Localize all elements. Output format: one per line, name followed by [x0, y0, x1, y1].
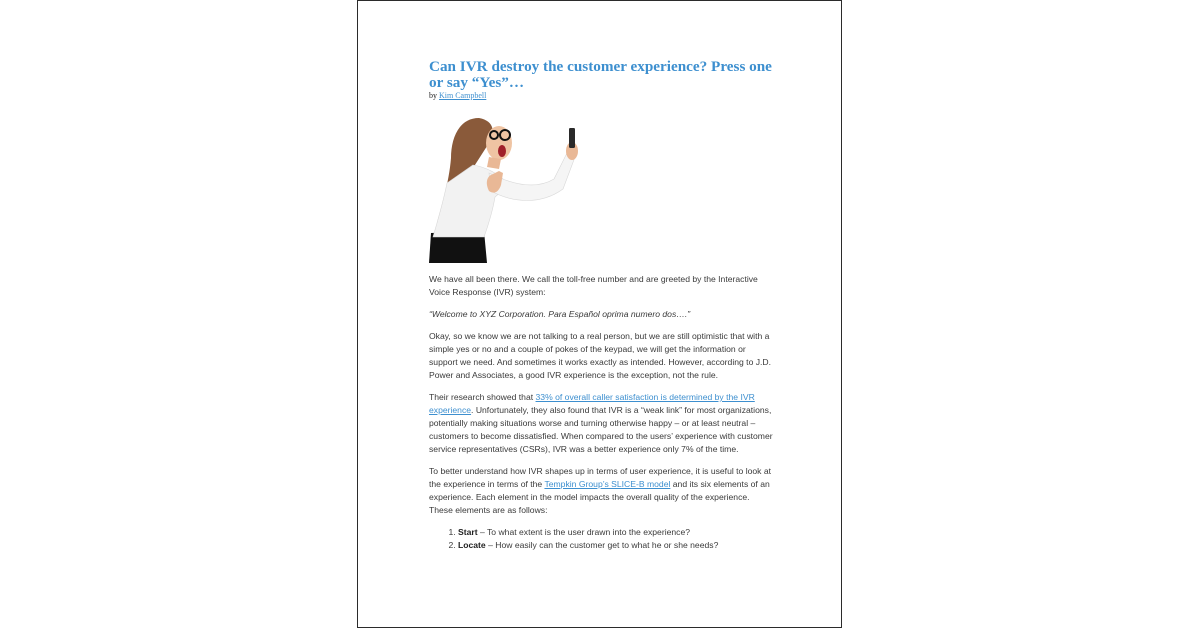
paragraph-slice-b [429, 465, 774, 517]
byline-prefix: by [429, 91, 439, 100]
paragraph-research-lead: Their research showed that [429, 392, 536, 402]
paragraph-research-rest: . Unfortunately, they also found that IVR is a “weak link” for most organizations, potentially making situations worse and turning otherwise happy – or at least neutral – customers to become dissatisfied. When compared to the users’ experience with customer service representatives (CSRs), IVR was a better experience only 7% of the time. [429, 405, 773, 454]
list-item-start [458, 526, 774, 539]
slice-b-model-link[interactable]: Tempkin Group’s SLICE-B model [544, 479, 671, 489]
paragraph-jd-power: Okay, so we know we are not talking to a real person, but we are still optimistic that with a simple yes or no and a couple of pokes of the keypad, we will get the information or support we need. And sometimes it works exactly as intended. However, according to J.D. Power and Associates, a good IVR experience is the exception, not the rule. [429, 331, 772, 380]
author-link[interactable]: Kim Campbell [439, 91, 487, 100]
article [429, 59, 774, 552]
hero-image [429, 113, 589, 263]
paragraph-quote: “Welcome to XYZ Corporation. Para Español oprima numero dos….” [429, 309, 691, 319]
list-term: Start [458, 527, 478, 537]
article-body [429, 273, 774, 552]
document-page [357, 0, 842, 628]
slice-b-elements-list [429, 526, 774, 552]
paragraph-slice-b-lead: To better understand how IVR shapes up in terms of user experience, it is useful to look at the experience in terms of the [429, 466, 772, 489]
research-link[interactable]: 33% of overall caller satisfaction is determined by the IVR experience [429, 392, 755, 415]
frustrated-woman-phone-illustration [429, 113, 589, 263]
list-term: Locate [458, 540, 486, 550]
list-description: – To what extent is the user drawn into the experience? [477, 527, 691, 537]
paragraph-slice-b-rest: and its six elements of an experience. Each element in the model impacts the overall quality of the experience. These elements are as follows: [429, 479, 770, 515]
paragraph-intro: We have all been there. We call the toll-free number and are greeted by the Interactive Voice Response (IVR) system: [429, 274, 758, 297]
list-description: – How easily can the customer get to what he or she needs? [485, 540, 719, 550]
paragraph-research [429, 391, 774, 456]
article-title: Can IVR destroy the customer experience? Press one or say “Yes”… [429, 58, 772, 91]
byline [429, 91, 774, 101]
list-item-locate [458, 539, 774, 552]
